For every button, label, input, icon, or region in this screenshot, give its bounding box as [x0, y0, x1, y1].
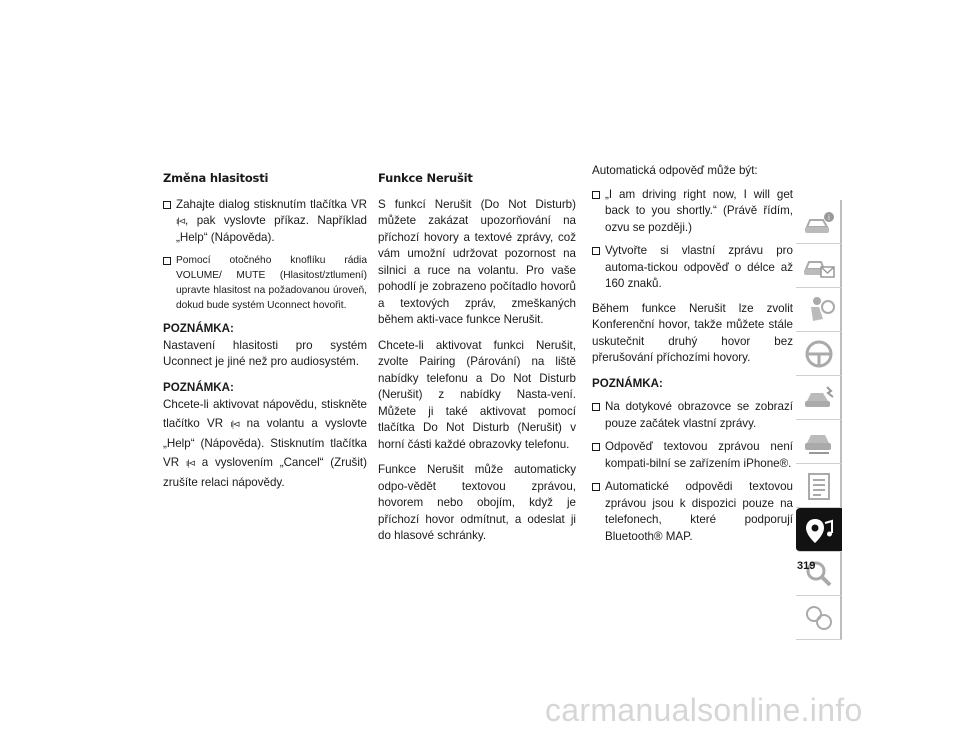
- bullet-box-icon: [592, 247, 600, 255]
- section-heading-volume: Změna hlasitosti: [163, 171, 269, 185]
- tab-crash-car[interactable]: [796, 376, 842, 420]
- voice-recognition-icon: ıļ⊲: [230, 418, 240, 429]
- bullet-box-icon: [592, 483, 600, 491]
- paragraph: Funkce Nerušit může automaticky odpo-vědět textovou zprávou, hovorem nebo obojím, když je příchozí hovor odmítnut, a odeslat ji do hlasové schránky.: [378, 463, 576, 542]
- note: POZNÁMKA: Nastavení hlasitosti pro systém Uconnect je jiné než pro audiosystém.: [163, 322, 367, 368]
- tab-checklist[interactable]: [796, 464, 842, 508]
- crash-car-icon: [801, 381, 837, 415]
- list-item: Zahajte dialog stisknutím tlačítka VR ıļ⊲, pak vyslovte příkaz. Například „Help“ (Nápověda).: [163, 197, 367, 247]
- volume-bullets: [163, 197, 367, 314]
- tab-multimedia[interactable]: [796, 508, 842, 552]
- checklist-icon: [801, 469, 837, 503]
- svg-text:i: i: [828, 213, 830, 222]
- list-item: Pomocí otočného knoflíku rádia VOLUME/ MUTE (Hlasitost/ztlumení) upravte hlasitost na požadovanou úroveň, dokud bude systém Uconnect hovořit.: [163, 253, 367, 313]
- paragraph: Během funkce Nerušit lze zvolit Konferenční hovor, takže můžete stále uskutečnit druhý hovor bez přerušování příchozími hovory.: [592, 301, 793, 364]
- list-item: Na dotykové obrazovce se zobrazí pouze začátek vlastní zprávy.: [592, 399, 793, 432]
- list-item: Automatické odpovědi textovou zprávou jsou k dispozici pouze na telefonech, které podporují Bluetooth® MAP.: [592, 479, 793, 545]
- airbag-seat-icon: [801, 293, 837, 327]
- auto-reply-bullets: [592, 187, 793, 293]
- car-service-icon: [801, 425, 837, 459]
- tab-airbag-seat[interactable]: [796, 288, 842, 332]
- tab-car-mail[interactable]: [796, 244, 842, 288]
- note-heading: POZNÁMKA:: [163, 322, 234, 335]
- note-bullets: [592, 399, 793, 545]
- multimedia-icon: [801, 513, 837, 547]
- car-mail-icon: [801, 249, 837, 283]
- list-item: Odpověď textovou zprávou není kompati-bilní se zařízením iPhone®.: [592, 439, 793, 472]
- tab-search[interactable]: [796, 552, 842, 596]
- paragraph: Automatická odpověď může být:: [592, 164, 758, 177]
- note-heading: POZNÁMKA:: [163, 380, 234, 394]
- note: POZNÁMKA: Chcete-li aktivovat nápovědu, stiskněte tlačítko VR ıļ⊲ na volantu a vyslovte „Help“ (Nápověda). Stisknutím tlačítka VR ıļ⊲ a vyslovením „Cancel“ (Zrušit) zrušíte relaci nápovědy.: [163, 380, 367, 489]
- page-number: 319: [797, 560, 816, 572]
- voice-recognition-icon: ıļ⊲: [185, 457, 195, 468]
- bullet-box-icon: [592, 443, 600, 451]
- note-heading: POZNÁMKA:: [592, 376, 663, 390]
- paragraph: Chcete-li aktivovat funkci Nerušit, zvolte Pairing (Párování) na liště nabídky telefonu a Do Not Disturb (Nerušit) z nabídky Nasta-vení. Můžete ji také aktivovat pomocí tlačítka Do Not Disturb (Nerušit) v horní části každé obrazovky telefonu.: [378, 338, 576, 451]
- bullet-box-icon: [163, 201, 171, 209]
- voice-recognition-icon: ıļ⊲: [176, 216, 186, 226]
- car-info-icon: [801, 205, 837, 239]
- bullet-box-icon: [163, 257, 171, 265]
- section-heading-do-not-disturb: Funkce Nerušit: [378, 171, 473, 185]
- column-3: [592, 163, 793, 553]
- language-icon: [801, 601, 837, 635]
- chapter-tabs: [796, 200, 842, 640]
- bullet-box-icon: [592, 403, 600, 411]
- column-2: [378, 170, 576, 554]
- column-1: [163, 170, 367, 501]
- tab-language[interactable]: [796, 596, 842, 640]
- steering-wheel-icon: [801, 337, 837, 371]
- tab-steering-wheel[interactable]: [796, 332, 842, 376]
- paragraph: S funkcí Nerušit (Do Not Disturb) můžete zakázat upozorňování na příchozí hovory a textové zprávy, což vám umožní udržovat pozornost na silnici a ruce na volantu. Pro vaše pohodlí je zobrazeno počítadlo hovorů a textových zpráv, zmeškaných během akti-vace funkce Nerušit.: [378, 197, 576, 326]
- list-item: „I am driving right now, I will get back to you shortly.“ (Právě řídím, ozvu se později.): [592, 187, 793, 237]
- bullet-box-icon: [592, 191, 600, 199]
- list-item: Vytvořte si vlastní zprávu pro automa-tickou odpověď o délce až 160 znaků.: [592, 243, 793, 293]
- tab-car-info[interactable]: [796, 200, 842, 244]
- watermark: carmanualsonline.info: [545, 692, 863, 728]
- tab-car-service[interactable]: [796, 420, 842, 464]
